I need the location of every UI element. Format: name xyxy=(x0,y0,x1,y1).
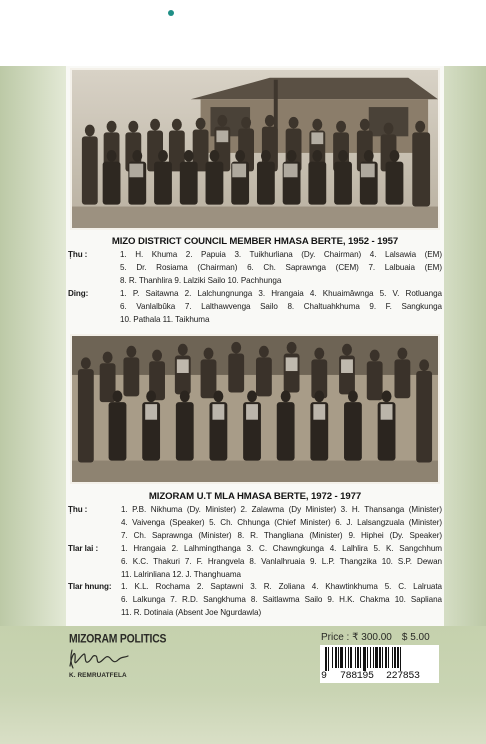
barcode-bar xyxy=(397,647,399,668)
barcode-bar xyxy=(375,647,378,668)
caption-district-council: MIZO DISTRICT COUNCIL MEMBER HMASA BERTE, 1952 - 1957 xyxy=(111,236,399,247)
barcode-bar xyxy=(325,647,327,671)
names-row-back xyxy=(68,581,442,620)
barcode-bar xyxy=(338,647,339,668)
group-photo-district-council xyxy=(70,68,440,230)
names-line: 7. Ch. Saprawnga (Minister) 8. R. Thangliana (Minister) 9. Hiphei (Dy. Speaker) xyxy=(121,530,442,540)
row-label: Ding: xyxy=(68,288,89,298)
barcode-bar xyxy=(400,647,401,671)
names-row-standing xyxy=(68,288,442,327)
author-name: K. REMRUATFELA xyxy=(69,672,127,679)
status-dot xyxy=(168,10,174,16)
row-label: Tlar hnung: xyxy=(68,582,112,592)
names-row-middle xyxy=(68,543,442,582)
barcode-bar xyxy=(392,647,393,668)
author-signature-icon xyxy=(66,644,136,672)
names-mla xyxy=(68,504,442,620)
group-photo-mla xyxy=(70,334,440,484)
barcode-bar xyxy=(385,647,387,668)
names-line: 1. K.L. Rochama 2. Saptawni 3. R. Zoliana 4. Khawtinkhuma 5. C. Lalruata xyxy=(121,582,442,592)
names-line: 10. Pathala 11. Taikhuma xyxy=(120,314,210,324)
names-line: 1. P. Saitawna 2. Lalchungnunga 3. Hrangaia 4. Khuaimâwnga 5. V. Rotluanga xyxy=(120,288,442,298)
barcode-bars xyxy=(323,647,436,671)
barcode-bar xyxy=(394,647,396,668)
price-usd: $ 5.00 xyxy=(401,632,430,643)
barcode-bar xyxy=(382,647,383,668)
names-line: 6. Lalkunga 7. R.D. Sangkhuma 8. Saitlawma Sailo 9. H.K. Chakma 10. Sapliana xyxy=(121,595,442,605)
barcode-bar xyxy=(345,647,346,668)
names-line: 1. P.B. Nikhuma (Dy. Minister) 2. Zalawma (Dy Minister) 3. H. Thansanga (Minister) xyxy=(121,505,442,514)
isbn-group-1: 788195 xyxy=(340,671,374,682)
barcode-bar xyxy=(367,647,368,668)
barcode-bar xyxy=(350,647,352,668)
row-label: Ṭhu : xyxy=(68,250,88,259)
barcode-bar xyxy=(335,647,337,668)
names-line: 1. Hrangaia 2. Lalhmingthanga 3. C. Chawngkunga 4. Lalhlira 5. K. Sangchhum xyxy=(121,543,442,553)
names-line: 1. H. Khuma 2. Papuia 3. Tuikhurliana (Dy. Chairman) 4. Lalsawia (EM) xyxy=(120,250,442,259)
barcode-bar xyxy=(328,647,329,671)
names-line: 4. Vaivenga (Speaker) 5. Ch. Chhunga (Chief Minister) 6. J. Lalsangzuala (Minister) xyxy=(121,517,442,527)
barcode-bar xyxy=(388,647,389,668)
names-line: 8. R. Thanhlira 9. Lalziki Sailo 10. Pachhunga xyxy=(120,275,282,285)
barcode-bar xyxy=(340,647,343,668)
names-row-front xyxy=(68,504,442,543)
names-line: 11. Lalrinliana 12. J. Thanghuama xyxy=(121,569,241,579)
barcode-bar xyxy=(332,647,333,668)
barcode-bar xyxy=(355,647,356,668)
isbn-prefix: 9 xyxy=(321,671,328,682)
isbn-barcode xyxy=(320,645,439,683)
top-blank-strip xyxy=(0,0,486,66)
barcode-bar xyxy=(360,647,361,668)
names-line: 6. Vanlalbûka 7. Lalthawvenga Sailo 8. Chaltuahkhuma 9. F. Sangkunga xyxy=(120,301,442,311)
barcode-bar xyxy=(357,647,359,668)
row-label: Tlar lai : xyxy=(68,543,99,553)
price-inr: Price : ₹ 300.00 xyxy=(321,632,392,643)
names-district-council xyxy=(68,249,442,326)
barcode-bar xyxy=(373,647,374,668)
names-line: 11. R. Dotinaia (Absent Joe Ngurdawla) xyxy=(121,608,262,618)
price-tag xyxy=(321,632,430,643)
isbn-group-2: 227853 xyxy=(386,671,420,682)
series-brand: MIZORAM POLITICS xyxy=(69,633,167,646)
caption-mla: MIZORAM U.T MLA HMASA BERTE, 1972 - 1977 xyxy=(148,491,362,502)
names-line: 5. Dr. Rosiama (Chairman) 6. Ch. Saprawnga (CEM) 7. Lalbuaia (EM) xyxy=(120,262,442,272)
barcode-bar xyxy=(379,647,381,668)
barcode-bar xyxy=(363,647,366,671)
names-line: 6. K.C. Thakuri 7. F. Hrangvela 8. Vanlalhruaia 9. L.P. Thangzika 10. S.P. Dewan xyxy=(121,556,442,566)
barcode-bar xyxy=(370,647,371,668)
names-row-front xyxy=(68,249,442,288)
barcode-bar xyxy=(348,647,349,668)
row-label: Ṭhu : xyxy=(68,505,88,514)
